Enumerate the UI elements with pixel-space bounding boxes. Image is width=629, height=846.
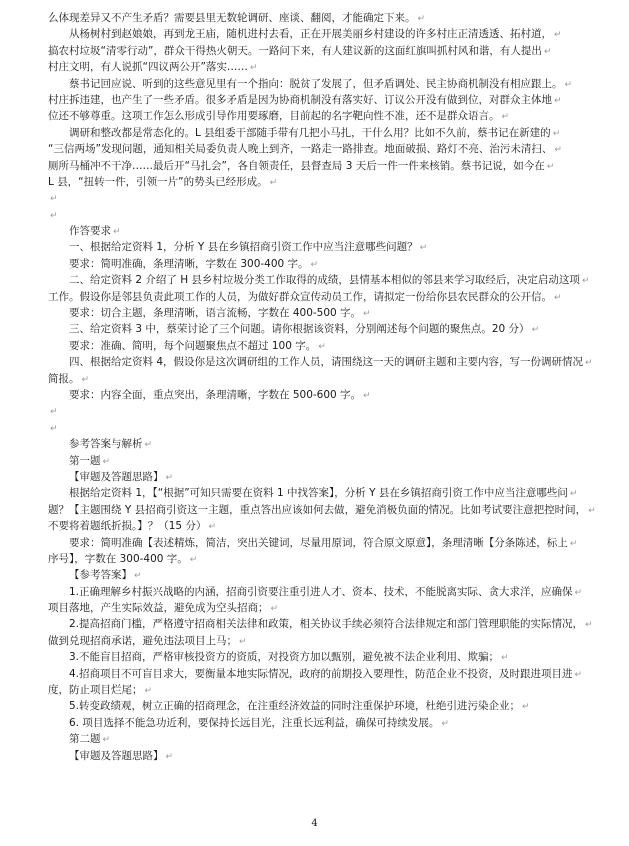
text-line: 第一题 ↵ <box>48 453 608 469</box>
text-line: 【参考答案】 ↵ <box>48 567 608 583</box>
blank-line <box>48 403 608 419</box>
text-line: 搞农村垃圾“清零行动”，群众干得热火朝天。一路问下来，有人建议新的这面红旗叫抓村风和谐，有人提出 ↵ <box>48 43 608 59</box>
page-number: 4 <box>311 818 318 829</box>
text-line: 厕所马桶冲不干净……最后开“马扎会”，各自领责任，县督查局 3 天后一件一件来核销。蔡书记说，如今在 ↵ <box>48 158 608 174</box>
text-line: 村庄拆违建，也产生了一些矛盾。很多矛盾是因为协商机制没有落实好、订议公开没有做到位，对群众主体地 ↵ <box>48 92 608 108</box>
text-line: 度，防止项目烂尾； ↵ <box>48 682 608 698</box>
text-line: 从杨树村到赵娘娘，再到龙王庙，随机进村去看，正在开展美丽乡村建设的许多村庄正清透透、拓村道， ↵ <box>48 26 608 42</box>
text-line: 参考答案与解析 ↵ <box>48 436 608 452</box>
text-line: 5.转变政绩观，树立正确的招商理念，在注重经济效益的同时注重保护环境，杜绝引进污染企业； ↵ <box>48 698 608 714</box>
text-line: 4.招商项目不可盲目求大，要衡量本地实际情况，政府的前期投入要理性，防范企业不投资，及时跟进项目进 ↵ <box>48 666 608 682</box>
text-line: 3.不能盲目招商，严格审核投资方的资质，对投资方加以甄别，避免被不法企业利用、欺骗； ↵ <box>48 649 608 665</box>
page-body <box>48 10 608 764</box>
text-line: 位还不够尊重。这项工作怎么形成引导作用要琢磨，目前起的名字靶向性不准，还不是群众语言。 ↵ <box>48 108 608 124</box>
text-line: 2.提高招商门槛，严格遵守招商相关法律和政策，相关协议手续必须符合法律规定和部门管理职能的实际情况， ↵ <box>48 616 608 632</box>
text-line: 不要将着题纸折损。】？（15 分） ↵ <box>48 518 608 534</box>
text-line: L 县，“扭转一件，引领一片”的势头已经形成。 ↵ <box>48 174 608 190</box>
text-line: 三、给定资料 3 中，蔡荣讨论了三个问题。请你根据该资料，分别阐述每个问题的聚焦点。20 分） ↵ <box>48 321 608 337</box>
text-line: 【审题及答题思路】 ↵ <box>48 748 608 764</box>
text-line: 第二题 ↵ <box>48 731 608 747</box>
text-line: 工作。假设你是邻县负责此项工作的人员，为做好群众宣传动员工作，请拟定一份给你县农民群众的公开信。 ↵ <box>48 289 608 305</box>
blank-line <box>48 207 608 223</box>
text-line: 要求：切合主题，条理清晰，语言流畅，字数在 400-500 字。 ↵ <box>48 305 608 321</box>
text-line: 6. 项目选择不能急功近利，要保持长远目光，注重长远利益，确保可持续发展。 ↵ <box>48 715 608 731</box>
text-line: 简报。 ↵ <box>48 371 608 387</box>
text-line: 村庄文明，有人说抓“四议两公开”落实…… ↵ <box>48 59 608 75</box>
text-line: 调研和整改都是常态化的。L 县组委干部随手带有几把小马扎，干什么用？比如不久前，蔡书记在新建的 ↵ <box>48 125 608 141</box>
text-line: 序号】，字数在 300-400 字。 ↵ <box>48 551 608 567</box>
text-line: 四、根据给定资料 4，假设你是这次调研组的工作人员，请围绕这一天的调研主题和主要内容，写一份调研情况 ↵ <box>48 354 608 370</box>
text-line: “三信两场”发现问题，通知相关局委负责人晚上到齐，一路走一路排查。地面破损、路灯不亮、治污未清扫、 ↵ <box>48 141 608 157</box>
text-line: 要求：简明准确【表述精炼，简洁，突出关键词，尽量用原词，符合原文原意】，条理清晰【分条陈述，标上 ↵ <box>48 535 608 551</box>
text-line: 二、给定资料 2 介绍了 H 县乡村垃圾分类工作取得的成绩，县情基本相似的邻县来学习取经后，决定启动这项 ↵ <box>48 272 608 288</box>
text-line: 作答要求 ↵ <box>48 223 608 239</box>
text-line: 蔡书记回应说、听到的这些意见里有一个指向：脱贫了发展了，但矛盾调处、民主协商机制没有相应跟上。 ↵ <box>48 76 608 92</box>
text-line: 一、根据给定资料 1，分析 Y 县在乡镇招商引资工作中应当注意哪些问题？ ↵ <box>48 239 608 255</box>
text-line: 1.正确理解乡村振兴战略的内涵，招商引资要注重引进人才、资本、技术，不能脱离实际、贪大求洋，应确保 ↵ <box>48 584 608 600</box>
text-line: 项目落地，产生实际效益，避免成为空头招商； ↵ <box>48 600 608 616</box>
text-line: 做到兑现招商承诺，避免违法项目上马； ↵ <box>48 633 608 649</box>
blank-line <box>48 420 608 436</box>
text-line: 根据给定资料 1，【“根据”可知只需要在资料 1 中找答案】，分析 Y 县在乡镇招商引资工作中应当注意哪些问 ↵ <box>48 485 608 501</box>
text-line: 么体现差异又不产生矛盾？需要县里无数轮调研、座谈、翻阅，才能确定下来。 ↵ <box>48 10 608 26</box>
text-line: 题？【主题围绕 Y 县招商引资这一主题，重点答出应该如何去做，避免消极负面的情况。比如考试要注意把控时间， ↵ <box>48 502 608 518</box>
text-line: 【审题及答题思路】 ↵ <box>48 469 608 485</box>
text-line: 要求：内容全面，重点突出，条理清晰，字数在 500-600 字。 ↵ <box>48 387 608 403</box>
text-line: 要求：准确、简明，每个问题聚焦点不超过 100 字。 ↵ <box>48 338 608 354</box>
text-line: 要求：简明准确，条理清晰，字数在 300-400 字。 ↵ <box>48 256 608 272</box>
blank-line <box>48 190 608 206</box>
